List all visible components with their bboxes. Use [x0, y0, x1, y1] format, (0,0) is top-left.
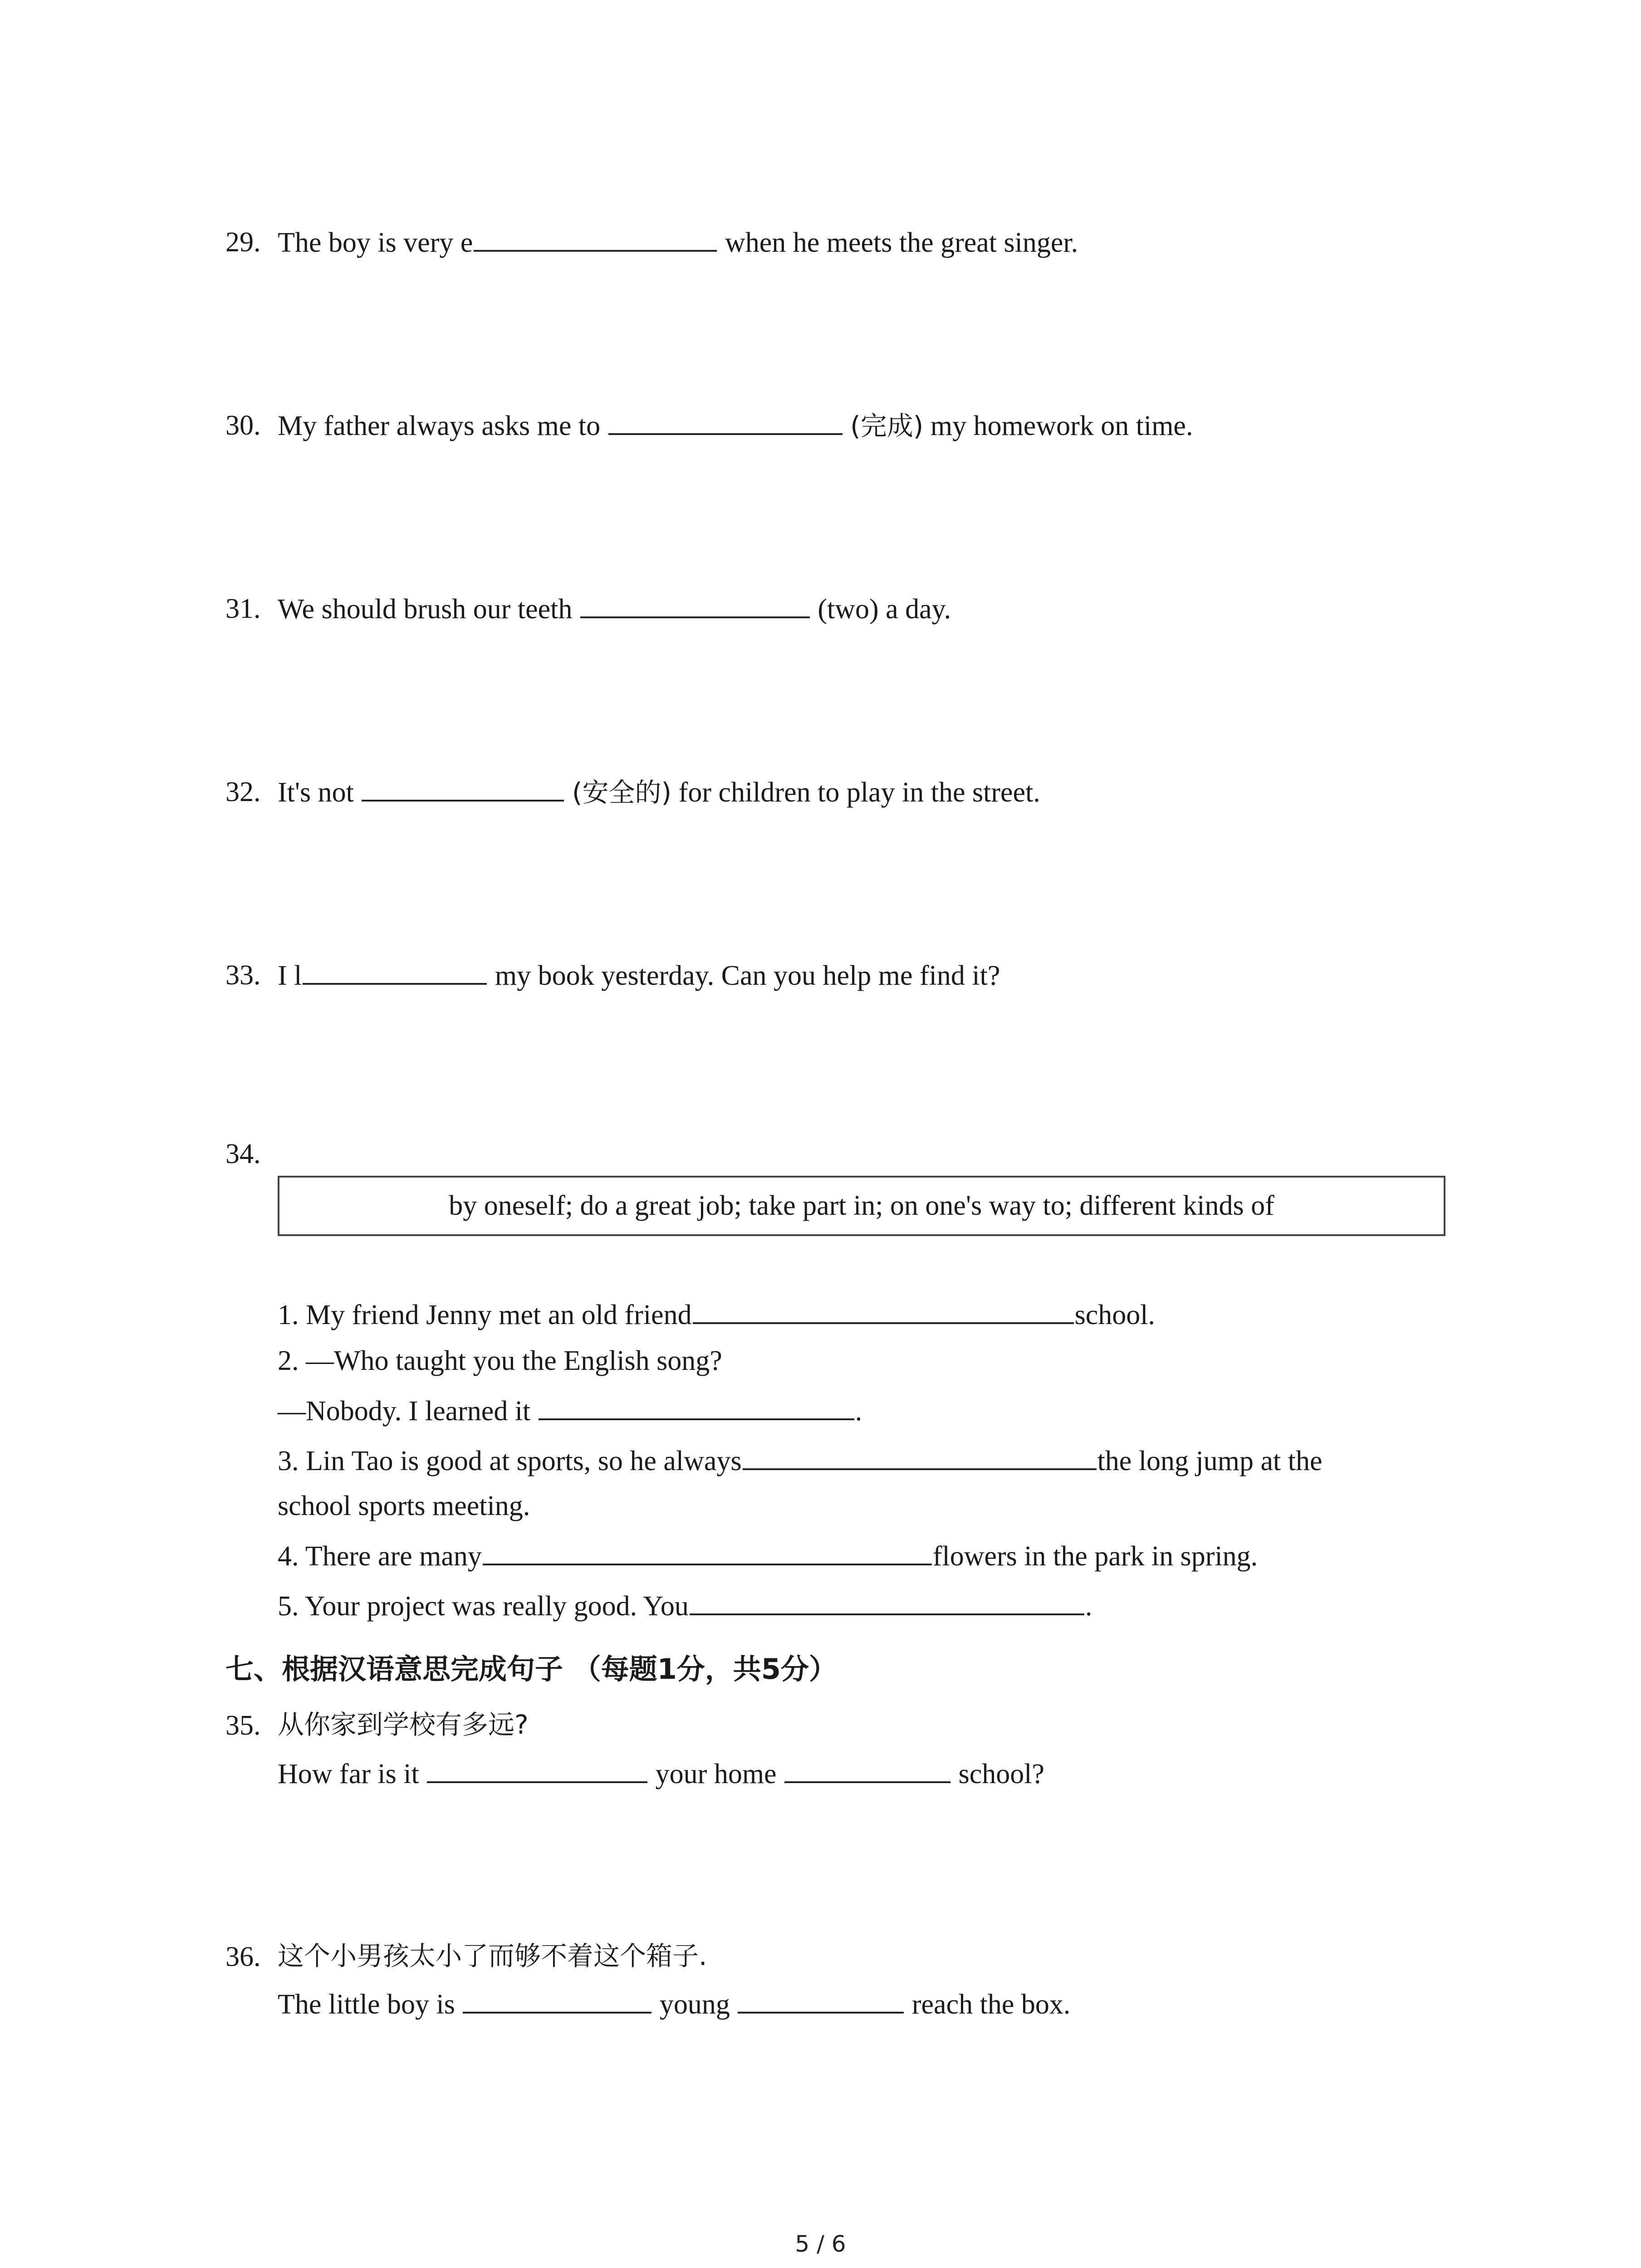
q34-item-4 [278, 1542, 1258, 1570]
q34-item-5-before: 5. Your project was really good. You [278, 1591, 689, 1622]
q33-after: my book yesterday. Can you help me find it? [488, 960, 1000, 991]
q34-item-3-blank[interactable] [743, 1447, 1097, 1470]
q29-after: when he meets the great singer. [718, 227, 1078, 258]
q31-blank[interactable] [580, 595, 810, 618]
q34-item-2-answer-after: . [855, 1396, 862, 1427]
q36-en-mid: young [652, 1989, 737, 2020]
q34-number: 34. [225, 1139, 261, 1169]
q32-blank[interactable] [362, 778, 564, 802]
q35-blank-2[interactable] [784, 1760, 950, 1783]
q35-blank-1[interactable] [427, 1760, 647, 1783]
q36-number: 36. [225, 1941, 261, 1972]
q34-item-3-cont-text: school sports meeting. [278, 1491, 530, 1521]
q35-en-after: school? [951, 1759, 1044, 1789]
q32-before: It's not [278, 777, 361, 808]
q34-item-1-before: 1. My friend Jenny met an old friend [278, 1300, 692, 1330]
q33-number: 33. [225, 960, 261, 991]
q35-english [278, 1760, 1044, 1788]
word-bank-box [278, 1176, 1445, 1236]
q31-text [278, 595, 951, 623]
q34-item-5-after: . [1085, 1591, 1092, 1622]
q35-en-mid: your home [648, 1759, 784, 1789]
q31-before: We should brush our teeth [278, 594, 579, 625]
q30-text [278, 411, 1193, 440]
q34-item-3-after: the long jump at the [1097, 1446, 1323, 1476]
q30-after: my homework on time. [923, 411, 1193, 441]
q36-english [278, 1990, 1070, 2019]
q30-blank[interactable] [608, 411, 843, 435]
q34-item-4-before: 4. There are many [278, 1541, 482, 1572]
q34-item-1-after: school. [1074, 1300, 1155, 1330]
q32-text [278, 778, 1040, 807]
q36-en-before: The little boy is [278, 1989, 462, 2020]
q34-item-3 [278, 1447, 1323, 1475]
word-bank-text: by oneself; do a great job; take part in; on one's way to; different kinds of [449, 1190, 1274, 1221]
q34-item-1-blank[interactable] [693, 1300, 1074, 1324]
q34-item-3-cont [278, 1492, 530, 1520]
q34-item-2-question [278, 1347, 722, 1375]
q34-item-2-answer [278, 1397, 862, 1425]
page-number: 5 / 6 [795, 2231, 846, 2257]
q33-blank[interactable] [303, 961, 487, 985]
q35-number: 35. [225, 1710, 261, 1741]
q35-en-before: How far is it [278, 1759, 426, 1789]
q34-item-5-blank[interactable] [690, 1592, 1084, 1615]
q30-hint: (完成) [850, 411, 924, 441]
q32-hint: (安全的) [572, 777, 672, 808]
q34-item-5 [278, 1592, 1092, 1620]
q31-after: (two) a day. [810, 594, 951, 625]
q34-item-4-after: flowers in the park in spring. [932, 1541, 1258, 1572]
q34-item-3-before: 3. Lin Tao is good at sports, so he always [278, 1446, 742, 1476]
q30-before: My father always asks me to [278, 411, 607, 441]
q33-text [278, 961, 1000, 990]
q34-item-1 [278, 1300, 1155, 1329]
q29-before: The boy is very e [278, 227, 473, 258]
q31-number: 31. [225, 593, 261, 624]
q36-blank-2[interactable] [738, 1990, 904, 2014]
q32-number: 32. [225, 777, 261, 807]
q32-after: for children to play in the street. [671, 777, 1040, 808]
q34-item-2-blank[interactable] [539, 1397, 854, 1420]
q34-item-2-answer-before: —Nobody. I learned it [278, 1396, 538, 1427]
q29-number: 29. [225, 227, 261, 258]
q35-chinese: 从你家到学校有多远? [278, 1709, 529, 1740]
q36-chinese: 这个小男孩太小了而够不着这个箱子. [278, 1941, 707, 1971]
q29-text [278, 228, 1078, 257]
q33-before: I l [278, 960, 302, 991]
q30-number: 30. [225, 410, 261, 441]
q34-item-4-blank[interactable] [483, 1542, 932, 1565]
q36-blank-1[interactable] [463, 1990, 652, 2014]
q29-blank[interactable] [474, 228, 717, 252]
q34-item-2-question-text: 2. —Who taught you the English song? [278, 1345, 722, 1376]
q36-en-after: reach the box. [905, 1989, 1071, 2020]
section-7-heading: 七、根据汉语意思完成句子 （每题1分，共5分） [225, 1652, 837, 1686]
